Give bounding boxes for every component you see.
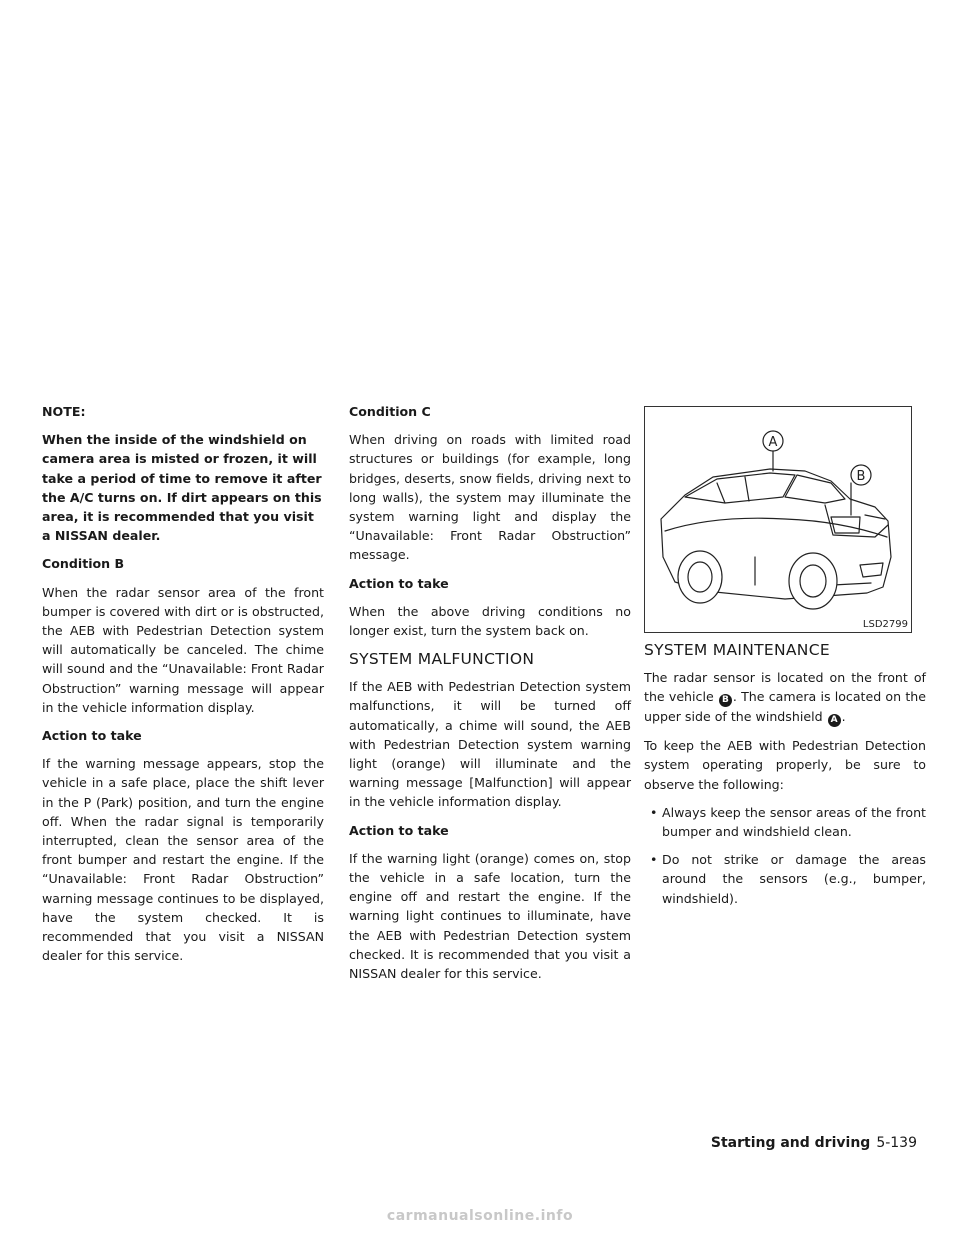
note-label: NOTE: (42, 404, 86, 419)
malfunction-text: If the AEB with Pedestrian Detection system malfunctions, it will be turned off automatically, a chime will sound, the AEB with Pedestrian Detection system warning light (orange) will illuminate and the warning message [Malfunction] will appear in the vehicle information display. (349, 679, 631, 810)
maintenance-heading: SYSTEM MAINTENANCE (644, 641, 830, 659)
condition-b-heading: Condition B (42, 556, 125, 572)
list-item (644, 803, 926, 841)
malfunction-heading: SYSTEM MALFUNCTION (349, 650, 535, 669)
maintenance-text-1 (644, 668, 926, 727)
figure-label-a: A (768, 435, 778, 450)
maint-text-part: . (841, 709, 846, 725)
figure-code: LSD2799 (862, 619, 908, 630)
maintenance-list (644, 803, 926, 908)
page-footer (711, 1135, 917, 1151)
watermark: carmanualsonline.info (386, 1208, 574, 1224)
bullet-icon: • (650, 852, 658, 868)
maint-text-part: The radar sensor is located on the front of the vehicle (644, 670, 926, 705)
action-c-text: When the above driving conditions no longer exist, turn the system back on. (349, 603, 631, 639)
note-text: When the inside of the windshield on camera area is misted or frozen, it will take a period of time to remove it after the A/C turns on. If dirt appears on this area, it is recommended that you visit a NISSAN dealer. (42, 432, 322, 544)
action-c-heading: Action to take (349, 575, 449, 591)
callout-b-icon: B (719, 694, 732, 707)
vehicle-illustration (645, 407, 911, 632)
column-middle (349, 402, 631, 992)
list-item-text: Do not strike or damage the areas around the sensors (e.g., bumper, windshield). (662, 852, 926, 906)
list-item (644, 850, 926, 908)
vehicle-sensor-figure (644, 406, 912, 633)
column-right (644, 640, 926, 917)
action-heading: Action to take (42, 728, 142, 744)
bullet-icon: • (650, 804, 658, 820)
maintenance-text-2: To keep the AEB with Pedestrian Detection system operating properly, be sure to observe the following: (644, 738, 926, 792)
condition-c-text: When driving on roads with limited road structures or buildings (for example, long bridges, deserts, snow fields, driving next to long walls), the system may illuminate the system warning light and display the “Unavailable: Front Radar Obstruction” message. (349, 432, 631, 563)
maint-text-part: . The camera is located on the upper side of the windshield (644, 689, 926, 725)
column-left (42, 402, 324, 974)
condition-b-text: When the radar sensor area of the front bumper is covered with dirt or is obstructed, the AEB with Pedestrian Detection system will automatically be canceled. The chime will sound and the “Unavailable: Front Radar Obstruction” warning message will appear in the vehicle information display. (42, 584, 324, 715)
callout-a-icon: A (828, 714, 841, 727)
action-text: If the warning message appears, stop the vehicle in a safe place, place the shift lever in the P (Park) position, and turn the engine off. When the radar signal is temporarily interrupted, clean the sensor area of the front bumper and restart the engine. If the “Unavailable: Front Radar Obstruction” warning message continues to be displayed, have the system checked. It is recommended that you visit a NISSAN dealer for this service. (42, 756, 324, 964)
figure-label-b: B (856, 469, 866, 484)
action-m-text: If the warning light (orange) comes on, stop the vehicle in a safe location, turn the engine off and restart the engine. If the warning light continues to illuminate, have the AEB with Pedestrian Detection system checked. It is recommended that you visit a NISSAN dealer for this service. (349, 850, 631, 982)
footer-section-title: Starting and driving (710, 1135, 871, 1151)
action-m-heading: Action to take (349, 822, 449, 838)
condition-c-heading: Condition C (349, 404, 431, 419)
list-item-text: Always keep the sensor areas of the front bumper and windshield clean. (662, 804, 926, 840)
page-number: 5-139 (876, 1135, 917, 1151)
